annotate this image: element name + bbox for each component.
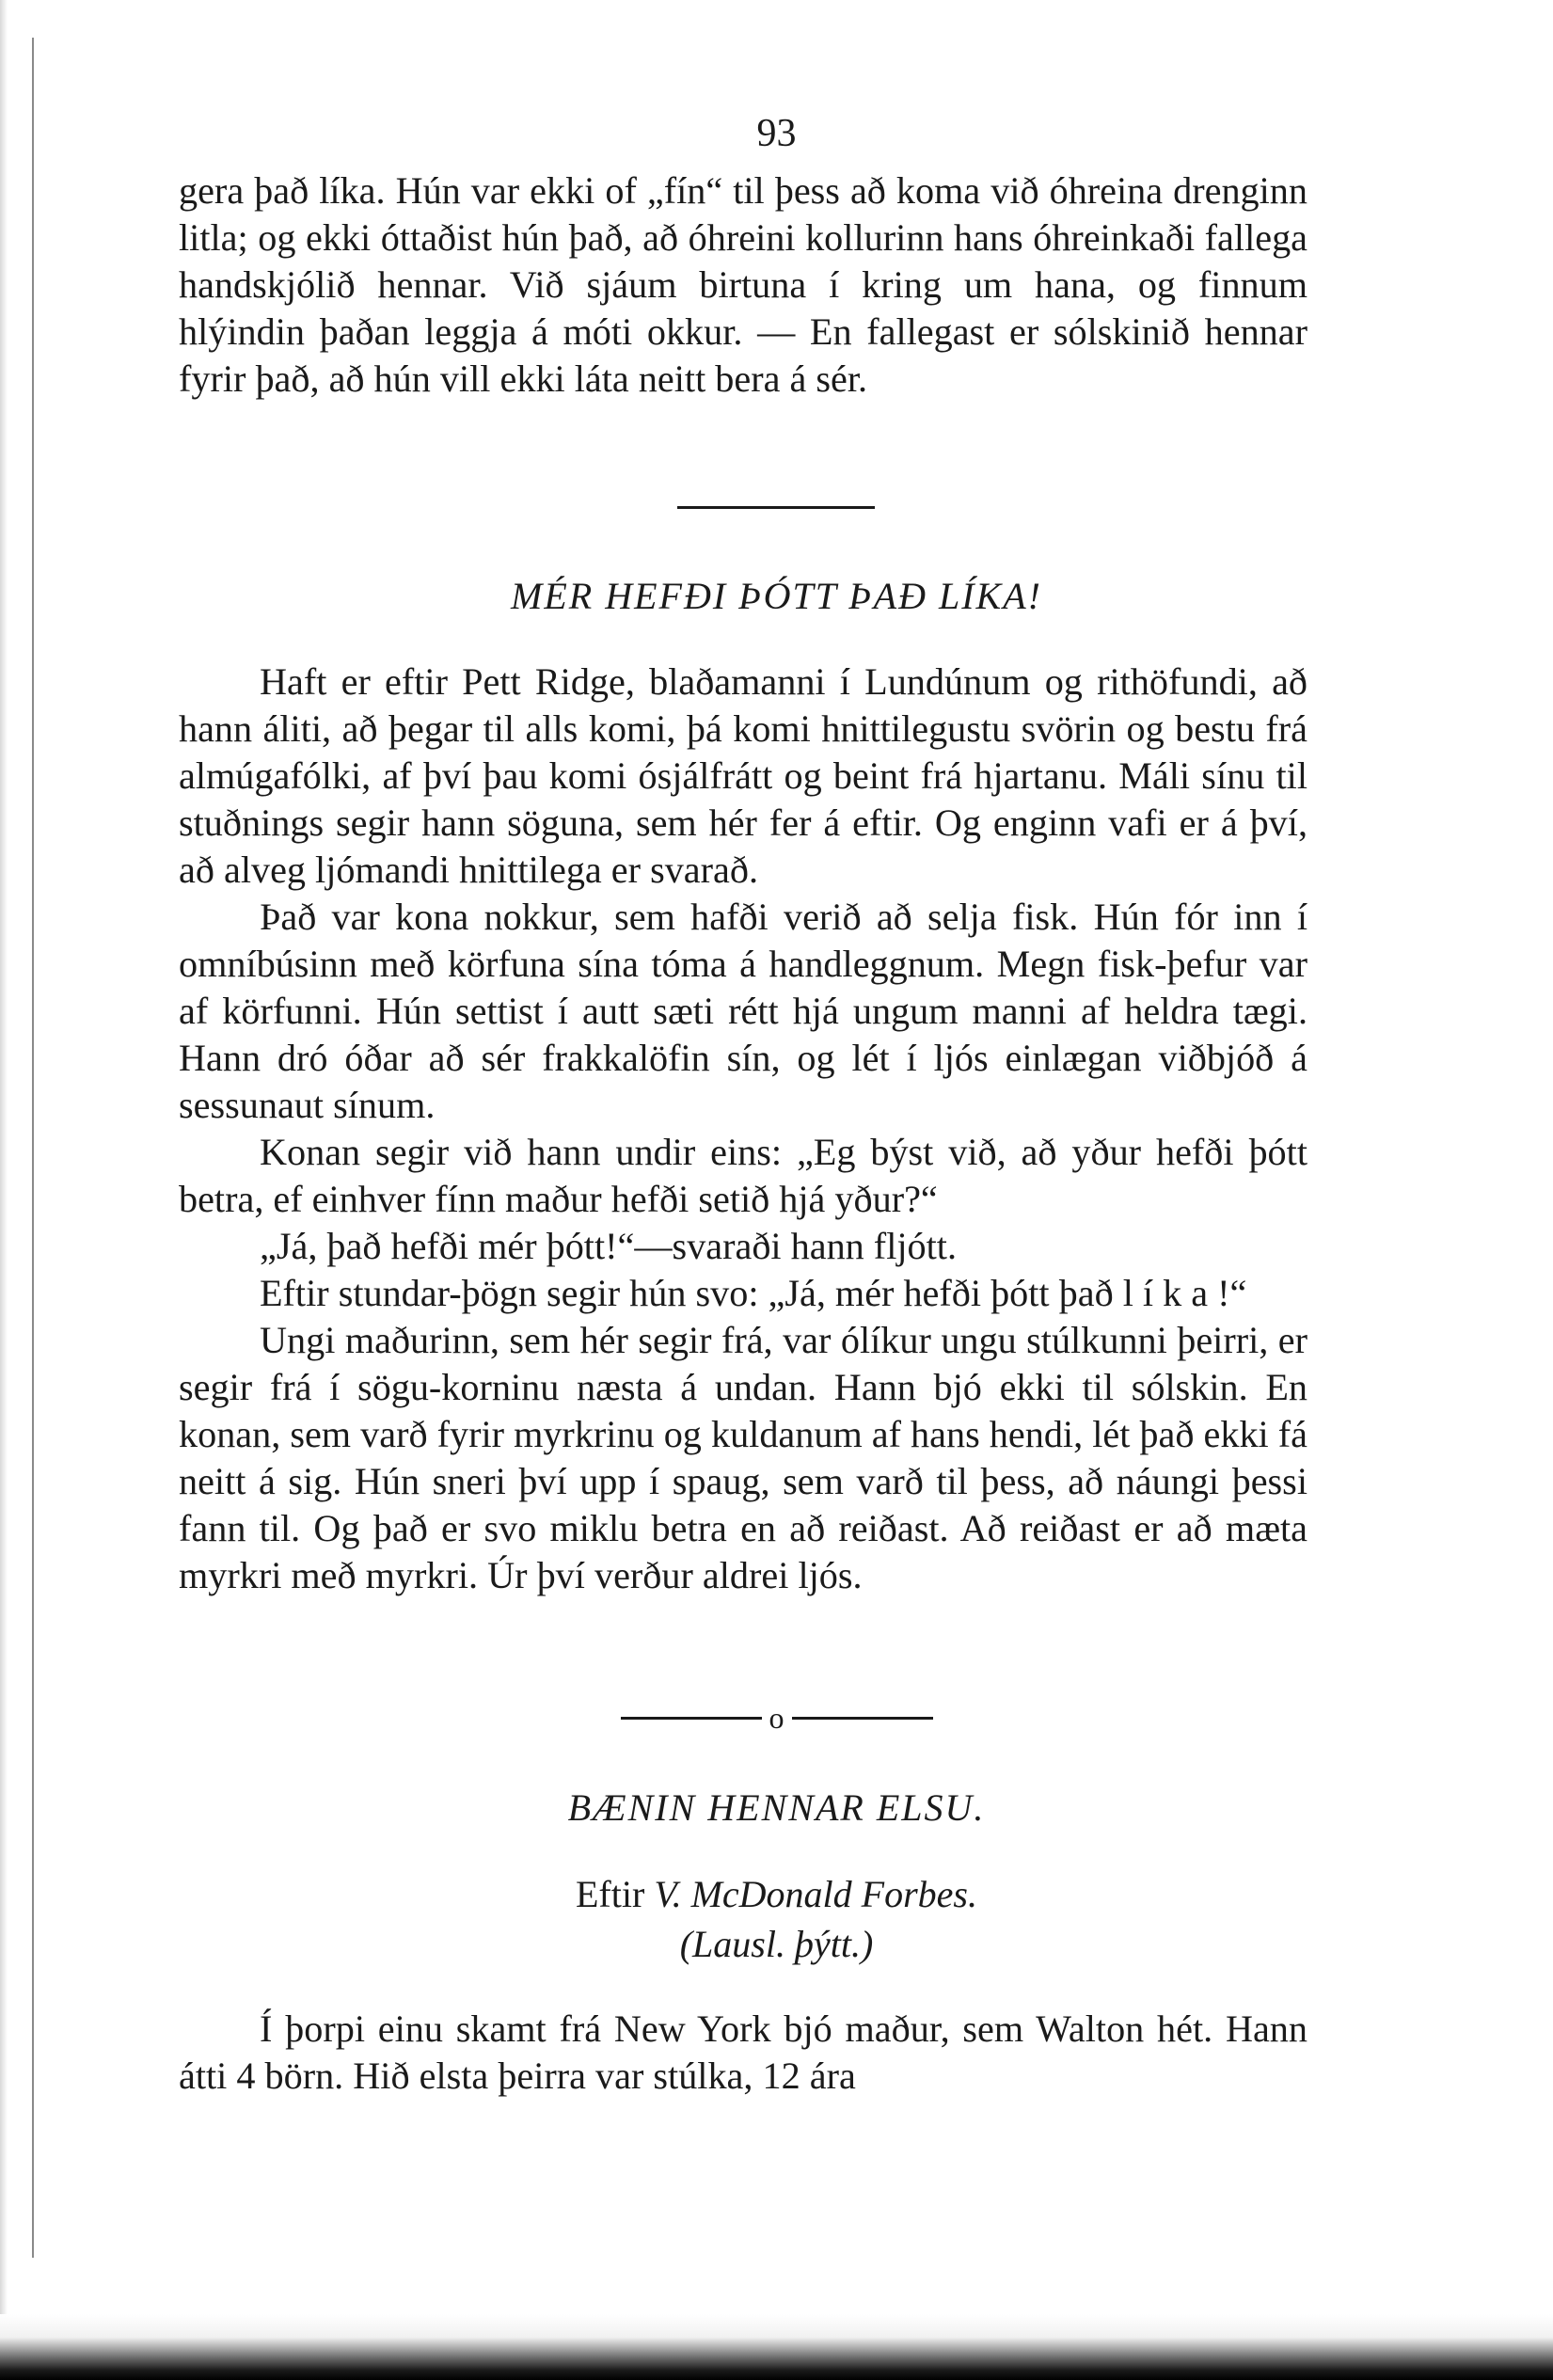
section1-paragraph: Konan segir við hann undir eins: „Eg býst við, að yður hefði þótt betra, ef einhver fínn maður hefði setið hjá yður?“ bbox=[179, 1131, 1307, 1220]
section1-body bbox=[179, 658, 1307, 1599]
author-name: V. McDonald Forbes. bbox=[654, 1873, 977, 1915]
separator-mark: o bbox=[769, 1701, 784, 1736]
section1-paragraph: Ungi maðurinn, sem hér segir frá, var ólíkur ungu stúlkunni þeirri, er segir frá í sögu-korninu næsta á undan. Hann bjó ekki til sólskin. En konan, sem varð fyrir myrkrinu og kuldanum af hans hendi, lét það ekki fá neitt á sig. Hún sneri því upp í spaug, sem varð til þess, að náungi þessi fann til. Og það er svo miklu betra en að reiðast. Að reiðast er að mæta myrkri með myrkri. Úr því verður aldrei ljós. bbox=[179, 1319, 1307, 1596]
section-divider bbox=[677, 506, 875, 509]
section1-title: MÉR HEFÐI ÞÓTT ÞAÐ LÍKA! bbox=[511, 575, 1042, 617]
section2-title: BÆNIN HENNAR ELSU. bbox=[567, 1786, 986, 1829]
section1-paragraph: Haft er eftir Pett Ridge, blaðamanni í Lundúnum og rithöfundi, að hann áliti, að þegar til alls komi, þá komi hnittilegustu svörin og bestu frá almúgafólki, af því þau komi ósjálfrátt og beint frá hjartanu. Máli sínu til stuðnings segir hann söguna, sem hér fer á eftir. Og enginn vafi er á því, að alveg ljómandi hnittilega er svarað. bbox=[179, 660, 1307, 891]
intro-paragraph: gera það líka. Hún var ekki of „fín“ til þess að koma við óhreina drenginn litla; og ekki óttaðist hún það, að óhreini kollurinn hans óhreinkaði fallega handskjólið hennar. Við sjáum birtuna í kring um hana, og finnum hlýindin þaðan leggja á móti okkur. — En fallegast er sólskinið hennar fyrir það, að hún vill ekki láta neitt bera á sér. bbox=[179, 169, 1307, 400]
separator-line-left bbox=[621, 1717, 762, 1720]
section1-paragraph: „Já, það hefði mér þótt!“—svaraði hann fljótt. bbox=[260, 1225, 957, 1267]
author-byline bbox=[0, 1872, 1553, 1916]
section1-paragraph: Það var kona nokkur, sem hafði verið að selja fisk. Hún fór inn í omníbúsinn með körfuna sína tóma á handleggnum. Megn fisk-þefur var af körfunni. Hún settist í autt sæti rétt hjá ungum manni af heldra tægi. Hann dró óðar að sér frakkalöfin sín, og lét í ljós einlægan viðbjóð á sessunaut sínum. bbox=[179, 896, 1307, 1126]
section2-body bbox=[179, 2006, 1307, 2100]
section1-paragraph: Eftir stundar-þögn segir hún svo: „Já, mér hefði þótt það l í k a !“ bbox=[260, 1272, 1247, 1314]
ornament-separator bbox=[0, 1698, 1553, 1736]
intro-block bbox=[179, 167, 1307, 403]
separator-line-right bbox=[792, 1717, 933, 1720]
scan-left-edge bbox=[0, 0, 8, 2380]
scan-bottom-shadow bbox=[0, 2314, 1553, 2380]
translation-note: (Lausl. þýtt.) bbox=[679, 1923, 874, 1965]
byline-prefix: Eftir bbox=[576, 1873, 645, 1915]
section2-paragraph: Í þorpi einu skamt frá New York bjó maður, sem Walton hét. Hann átti 4 börn. Hið elsta þeirra var stúlka, 12 ára bbox=[179, 2007, 1307, 2097]
page-number: 93 bbox=[756, 112, 797, 155]
